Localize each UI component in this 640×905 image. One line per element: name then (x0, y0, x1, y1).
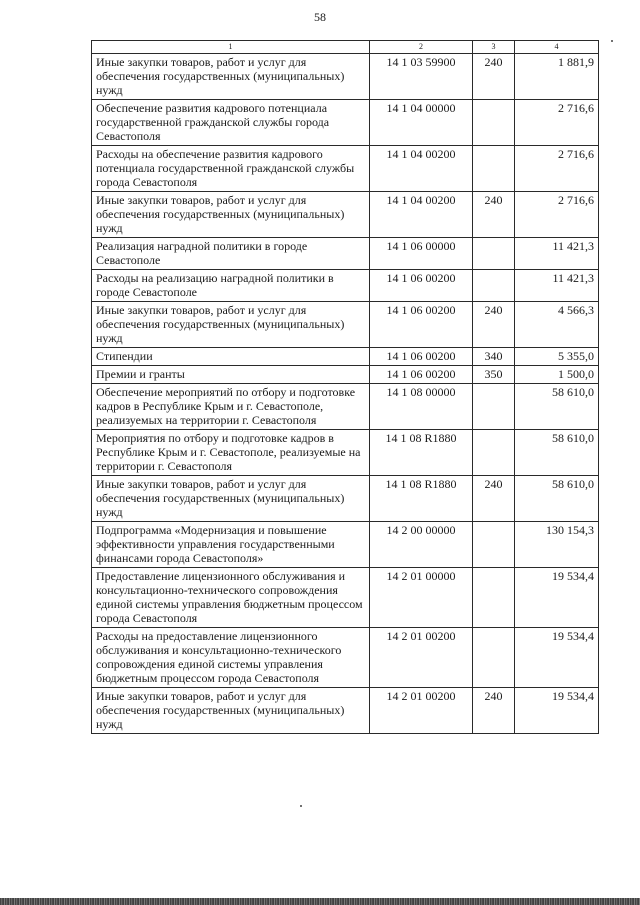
row-sum: 58 610,0 (515, 384, 599, 430)
row-name: Обеспечение развития кадрового потенциала государственной гражданской службы города Севастополя (92, 100, 370, 146)
row-code: 14 1 04 00000 (370, 100, 473, 146)
row-code: 14 1 06 00200 (370, 302, 473, 348)
row-sum: 2 716,6 (515, 100, 599, 146)
header-col-2: 2 (370, 41, 473, 54)
row-code: 14 1 06 00000 (370, 238, 473, 270)
row-sum: 1 881,9 (515, 54, 599, 100)
row-kvr: 240 (473, 302, 515, 348)
budget-table (91, 40, 599, 734)
row-name: Расходы на предоставление лицензионного обслуживания и консультационно-технического сопровождения единой системы управления бюджетным процессом города Севастополя (92, 628, 370, 688)
row-sum: 11 421,3 (515, 238, 599, 270)
table-row (92, 522, 599, 568)
row-sum: 4 566,3 (515, 302, 599, 348)
row-code: 14 1 03 59900 (370, 54, 473, 100)
row-code: 14 1 08 R1880 (370, 430, 473, 476)
table-row (92, 146, 599, 192)
row-code: 14 1 06 00200 (370, 348, 473, 366)
row-sum: 58 610,0 (515, 430, 599, 476)
header-col-3: 3 (473, 41, 515, 54)
header-col-1: 1 (92, 41, 370, 54)
row-kvr (473, 238, 515, 270)
row-code: 14 2 01 00000 (370, 568, 473, 628)
row-kvr (473, 430, 515, 476)
row-sum: 130 154,3 (515, 522, 599, 568)
scan-speck (300, 805, 302, 807)
row-kvr (473, 522, 515, 568)
row-name: Иные закупки товаров, работ и услуг для обеспечения государственных (муниципальных) нужд (92, 192, 370, 238)
row-code: 14 1 06 00200 (370, 270, 473, 302)
table-row (92, 54, 599, 100)
row-sum: 1 500,0 (515, 366, 599, 384)
table-row (92, 270, 599, 302)
table-row (92, 628, 599, 688)
row-kvr: 240 (473, 688, 515, 734)
row-name: Мероприятия по отбору и подготовке кадров в Республике Крым и г. Севастополе, реализуемые на территории г. Севастополя (92, 430, 370, 476)
row-name: Иные закупки товаров, работ и услуг для обеспечения государственных (муниципальных) нужд (92, 54, 370, 100)
page-number: 58 (314, 10, 326, 24)
table-row (92, 238, 599, 270)
row-kvr: 240 (473, 192, 515, 238)
row-kvr (473, 270, 515, 302)
row-sum: 11 421,3 (515, 270, 599, 302)
row-kvr (473, 628, 515, 688)
table-row (92, 192, 599, 238)
row-name: Подпрограмма «Модернизация и повышение эффективности управления государственными финансами города Севастополя» (92, 522, 370, 568)
row-kvr: 350 (473, 366, 515, 384)
row-sum: 58 610,0 (515, 476, 599, 522)
row-name: Обеспечение мероприятий по отбору и подготовке кадров в Республике Крым и г. Севастополе, реализуемых на территории г. Севастополя (92, 384, 370, 430)
table-row (92, 302, 599, 348)
row-code: 14 2 00 00000 (370, 522, 473, 568)
row-sum: 19 534,4 (515, 568, 599, 628)
row-code: 14 1 08 R1880 (370, 476, 473, 522)
row-kvr (473, 384, 515, 430)
row-name: Иные закупки товаров, работ и услуг для обеспечения государственных (муниципальных) нужд (92, 688, 370, 734)
table-header-row (92, 41, 599, 54)
row-kvr: 240 (473, 54, 515, 100)
row-kvr: 240 (473, 476, 515, 522)
row-name: Расходы на обеспечение развития кадрового потенциала государственной гражданской службы города Севастополя (92, 146, 370, 192)
row-name: Стипендии (92, 348, 370, 366)
row-name: Предоставление лицензионного обслуживания и консультационно-технического сопровождения единой системы управления бюджетным процессом города Севастополя (92, 568, 370, 628)
row-code: 14 2 01 00200 (370, 628, 473, 688)
row-kvr: 340 (473, 348, 515, 366)
table-row (92, 384, 599, 430)
table-row (92, 568, 599, 628)
table-row (92, 348, 599, 366)
table-row (92, 476, 599, 522)
row-name: Премии и гранты (92, 366, 370, 384)
scan-speck (611, 40, 613, 42)
row-name: Реализация наградной политики в городе Севастополе (92, 238, 370, 270)
table-row (92, 100, 599, 146)
row-code: 14 1 06 00200 (370, 366, 473, 384)
row-sum: 5 355,0 (515, 348, 599, 366)
row-kvr (473, 100, 515, 146)
row-name: Иные закупки товаров, работ и услуг для обеспечения государственных (муниципальных) нужд (92, 476, 370, 522)
row-sum: 19 534,4 (515, 688, 599, 734)
row-sum: 2 716,6 (515, 192, 599, 238)
row-code: 14 2 01 00200 (370, 688, 473, 734)
table-row (92, 366, 599, 384)
row-sum: 19 534,4 (515, 628, 599, 688)
scan-edge-strip (0, 898, 640, 905)
row-code: 14 1 04 00200 (370, 192, 473, 238)
row-name: Иные закупки товаров, работ и услуг для обеспечения государственных (муниципальных) нужд (92, 302, 370, 348)
row-sum: 2 716,6 (515, 146, 599, 192)
row-kvr (473, 568, 515, 628)
row-code: 14 1 04 00200 (370, 146, 473, 192)
table-row (92, 430, 599, 476)
header-col-4: 4 (515, 41, 599, 54)
table-row (92, 688, 599, 734)
row-code: 14 1 08 00000 (370, 384, 473, 430)
row-name: Расходы на реализацию наградной политики в городе Севастополе (92, 270, 370, 302)
row-kvr (473, 146, 515, 192)
